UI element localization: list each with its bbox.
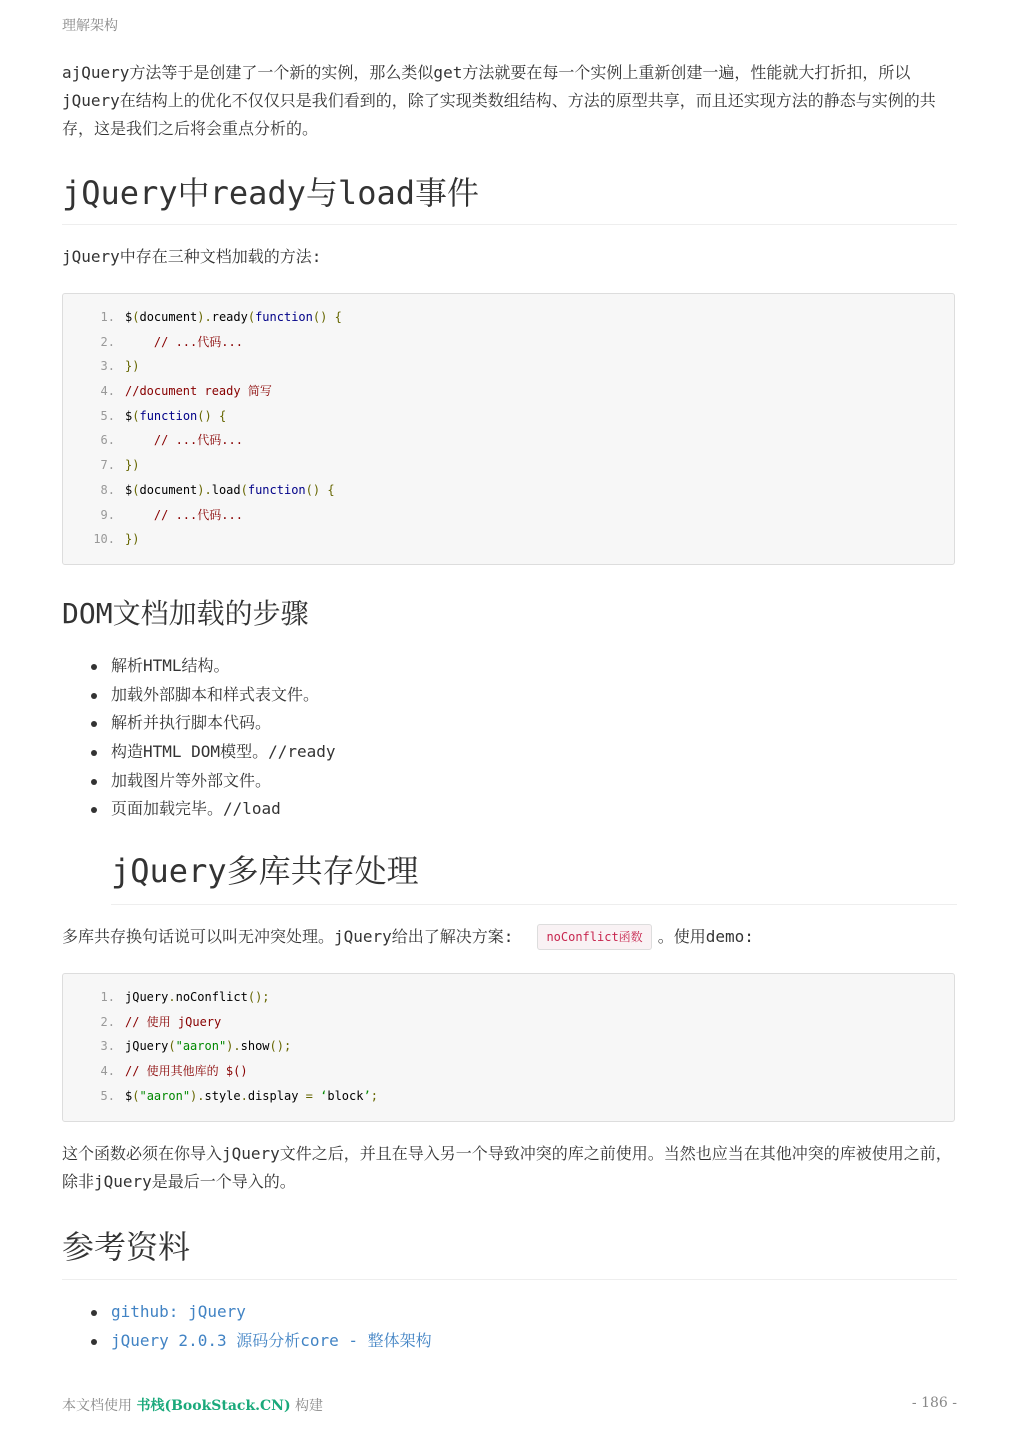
page-number: - 186 - (911, 1395, 957, 1411)
intro-paragraph: ajQuery方法等于是创建了一个新的实例，那么类似get方法就要在每一个实例上重新创建一遍，性能就大打折扣，所以jQuery在结构上的优化不仅仅只是我们看到的，除了实现类数组结构、方法的原型共享，而且还实现方法的静态与实例的共存，这是我们之后将会重点分析的。 (62, 63, 936, 138)
footer-suffix: 构建 (290, 1398, 324, 1414)
code-block-noconflict (62, 973, 955, 1122)
code-token: ; (370, 1088, 378, 1103)
code-line (63, 1034, 954, 1059)
code-token: block (327, 1088, 364, 1103)
line-number: 3. (100, 1039, 115, 1054)
noconflict-intro-after: 。使用demo: (657, 927, 754, 946)
code-token: document (139, 482, 198, 497)
code-token: ( (132, 310, 140, 324)
code-line (63, 354, 954, 379)
line-number: 1. (100, 990, 115, 1004)
bullet-icon (91, 1310, 97, 1316)
code-token: $ (125, 1088, 133, 1103)
line-number: 4. (100, 384, 115, 399)
code-token: () (305, 482, 321, 497)
bullet-icon (91, 807, 97, 813)
code-line (63, 404, 954, 429)
reference-item (62, 1298, 957, 1327)
code-text (125, 330, 243, 355)
code-token: ( (247, 310, 256, 324)
code-text (125, 453, 139, 478)
code-line (63, 503, 954, 528)
code-token: function (139, 408, 198, 423)
code-text (125, 404, 226, 429)
noconflict-closing: 这个函数必须在你导入jQuery文件之后，并且在导入另一个导致冲突的库之前使用。当然也应当在其他冲突的库被使用之前，除非jQuery是最后一个导入的。 (62, 1144, 952, 1191)
heading-references: 参考资料 (62, 1224, 957, 1280)
list-item (62, 738, 957, 767)
noconflict-intro (62, 923, 957, 951)
code-token: ready (211, 310, 248, 324)
line-number: 6. (100, 433, 115, 448)
bullet-icon (91, 750, 97, 756)
footer-brand-link[interactable]: 书栈(BookStack.CN) (136, 1398, 291, 1414)
list-item (62, 709, 957, 738)
code-line (63, 330, 954, 355)
bullet-icon (91, 779, 97, 785)
inline-code-noconflict: noConflict函数 (537, 924, 651, 950)
code-token: ). (190, 1088, 205, 1103)
line-number: 5. (100, 1088, 115, 1103)
code-text (125, 354, 139, 379)
code-text (125, 1084, 378, 1109)
code-token: // ...代码... (153, 433, 243, 448)
code-token: // 使用其他库的 $() (125, 1064, 248, 1079)
code-text (125, 1059, 248, 1084)
code-token: = (305, 1088, 313, 1103)
code-token: ( (132, 1088, 140, 1103)
document-page (62, 0, 957, 1440)
line-number: 9. (100, 507, 115, 522)
code-line (63, 1059, 954, 1084)
line-number: 5. (100, 408, 115, 423)
list-item-text: 解析HTML结构。 (111, 656, 230, 675)
code-token: { (334, 310, 342, 324)
code-token: // ...代码... (153, 507, 243, 522)
code-token: ( (132, 408, 140, 423)
code-text (125, 428, 243, 453)
code-token (125, 433, 154, 447)
code-token: ‘ (320, 1088, 328, 1103)
code-text (125, 527, 139, 552)
line-number: 7. (100, 458, 115, 473)
line-number: 10. (93, 532, 115, 547)
references-list (62, 1298, 957, 1355)
code-token: jQuery (125, 990, 169, 1004)
code-line (63, 379, 954, 404)
list-item-text: 加载外部脚本和样式表文件。 (111, 684, 320, 704)
code-token: //document ready 简写 (125, 384, 272, 399)
code-token: . (168, 990, 176, 1004)
code-token (327, 310, 334, 324)
list-item-text: 页面加载完毕。//load (111, 799, 281, 819)
code-token: jQuery (125, 1039, 169, 1054)
dom-steps-list (62, 652, 957, 824)
list-item-text: 构造HTML DOM模型。//ready (111, 742, 336, 762)
line-number: 4. (100, 1064, 115, 1079)
code-token: ( (132, 482, 140, 497)
list-item-text: 加载图片等外部文件。 (111, 770, 272, 790)
code-token: . (240, 1088, 248, 1103)
code-text (125, 478, 335, 503)
bullet-icon (91, 693, 97, 699)
code-token: "aaron" (175, 1039, 227, 1054)
code-token: ( (240, 482, 248, 497)
code-token: }) (125, 359, 140, 374)
code-token: "aaron" (139, 1088, 191, 1103)
code-token: ’ (363, 1088, 371, 1103)
code-token: $ (125, 408, 133, 423)
code-token: function (255, 310, 313, 324)
code-token: { (327, 482, 335, 497)
code-token: display (247, 1088, 306, 1103)
code-token: // ...代码... (153, 334, 243, 349)
code-line (63, 453, 954, 478)
heading-dom-steps: DOM文档加载的步骤 (62, 597, 309, 630)
bullet-icon (91, 1339, 97, 1345)
code-token: noConflict (175, 990, 248, 1004)
footer-credit (62, 1395, 323, 1415)
bullet-icon (91, 664, 97, 670)
code-token: style (204, 1088, 241, 1103)
code-line (63, 305, 954, 330)
code-line (63, 1010, 954, 1035)
reference-item (62, 1327, 957, 1356)
code-text (125, 503, 243, 528)
code-token: ). (226, 1039, 241, 1054)
code-token: }) (125, 458, 140, 473)
code-line (63, 527, 954, 552)
line-number: 1. (100, 310, 115, 324)
code-token: // 使用 jQuery (125, 1014, 222, 1029)
code-token: $ (125, 310, 133, 324)
code-token: () (197, 408, 212, 423)
list-item (62, 767, 957, 796)
line-number: 8. (100, 482, 115, 497)
code-text (125, 379, 272, 404)
code-line (63, 478, 954, 503)
footer-prefix: 本文档使用 (62, 1398, 137, 1414)
code-token: ). (197, 310, 212, 324)
list-item (62, 681, 957, 710)
list-item (62, 652, 957, 681)
line-number: 3. (100, 359, 115, 374)
reference-link[interactable]: github: jQuery (111, 1302, 246, 1321)
code-token: ). (197, 482, 212, 497)
code-token: }) (125, 532, 140, 547)
ready-load-intro: jQuery中存在三种文档加载的方法: (62, 247, 322, 266)
code-token: (); (269, 1039, 292, 1054)
code-token: load (211, 482, 241, 497)
code-token: show (240, 1039, 270, 1054)
code-text (125, 1010, 221, 1035)
code-block-ready-load (62, 293, 955, 565)
code-token: ( (168, 1039, 176, 1054)
code-line (63, 985, 954, 1010)
line-number: 2. (100, 334, 115, 349)
heading-ready-load: jQuery中ready与load事件 (62, 170, 957, 225)
code-token: document (139, 310, 198, 324)
list-item-text: 解析并执行脚本代码。 (111, 713, 272, 733)
code-token: (); (247, 990, 270, 1004)
running-head: 理解架构 (62, 18, 118, 34)
code-line (63, 1084, 954, 1109)
code-token (125, 508, 154, 522)
code-text (125, 305, 342, 330)
code-token (212, 409, 219, 423)
heading-noconflict: jQuery多库共存处理 (111, 848, 957, 905)
bullet-icon (91, 721, 97, 727)
code-token: function (247, 482, 306, 497)
code-token: { (218, 408, 227, 423)
list-item (62, 795, 957, 824)
code-token (125, 335, 154, 349)
code-token: () (312, 310, 328, 324)
code-text (125, 985, 270, 1010)
line-number: 2. (100, 1014, 115, 1029)
reference-link[interactable]: jQuery 2.0.3 源码分析core - 整体架构 (111, 1330, 432, 1350)
code-line (63, 428, 954, 453)
noconflict-intro-text: 多库共存换句话说可以叫无冲突处理。jQuery给出了解决方案: (62, 927, 514, 946)
code-text (125, 1034, 291, 1059)
code-token: $ (125, 482, 133, 497)
